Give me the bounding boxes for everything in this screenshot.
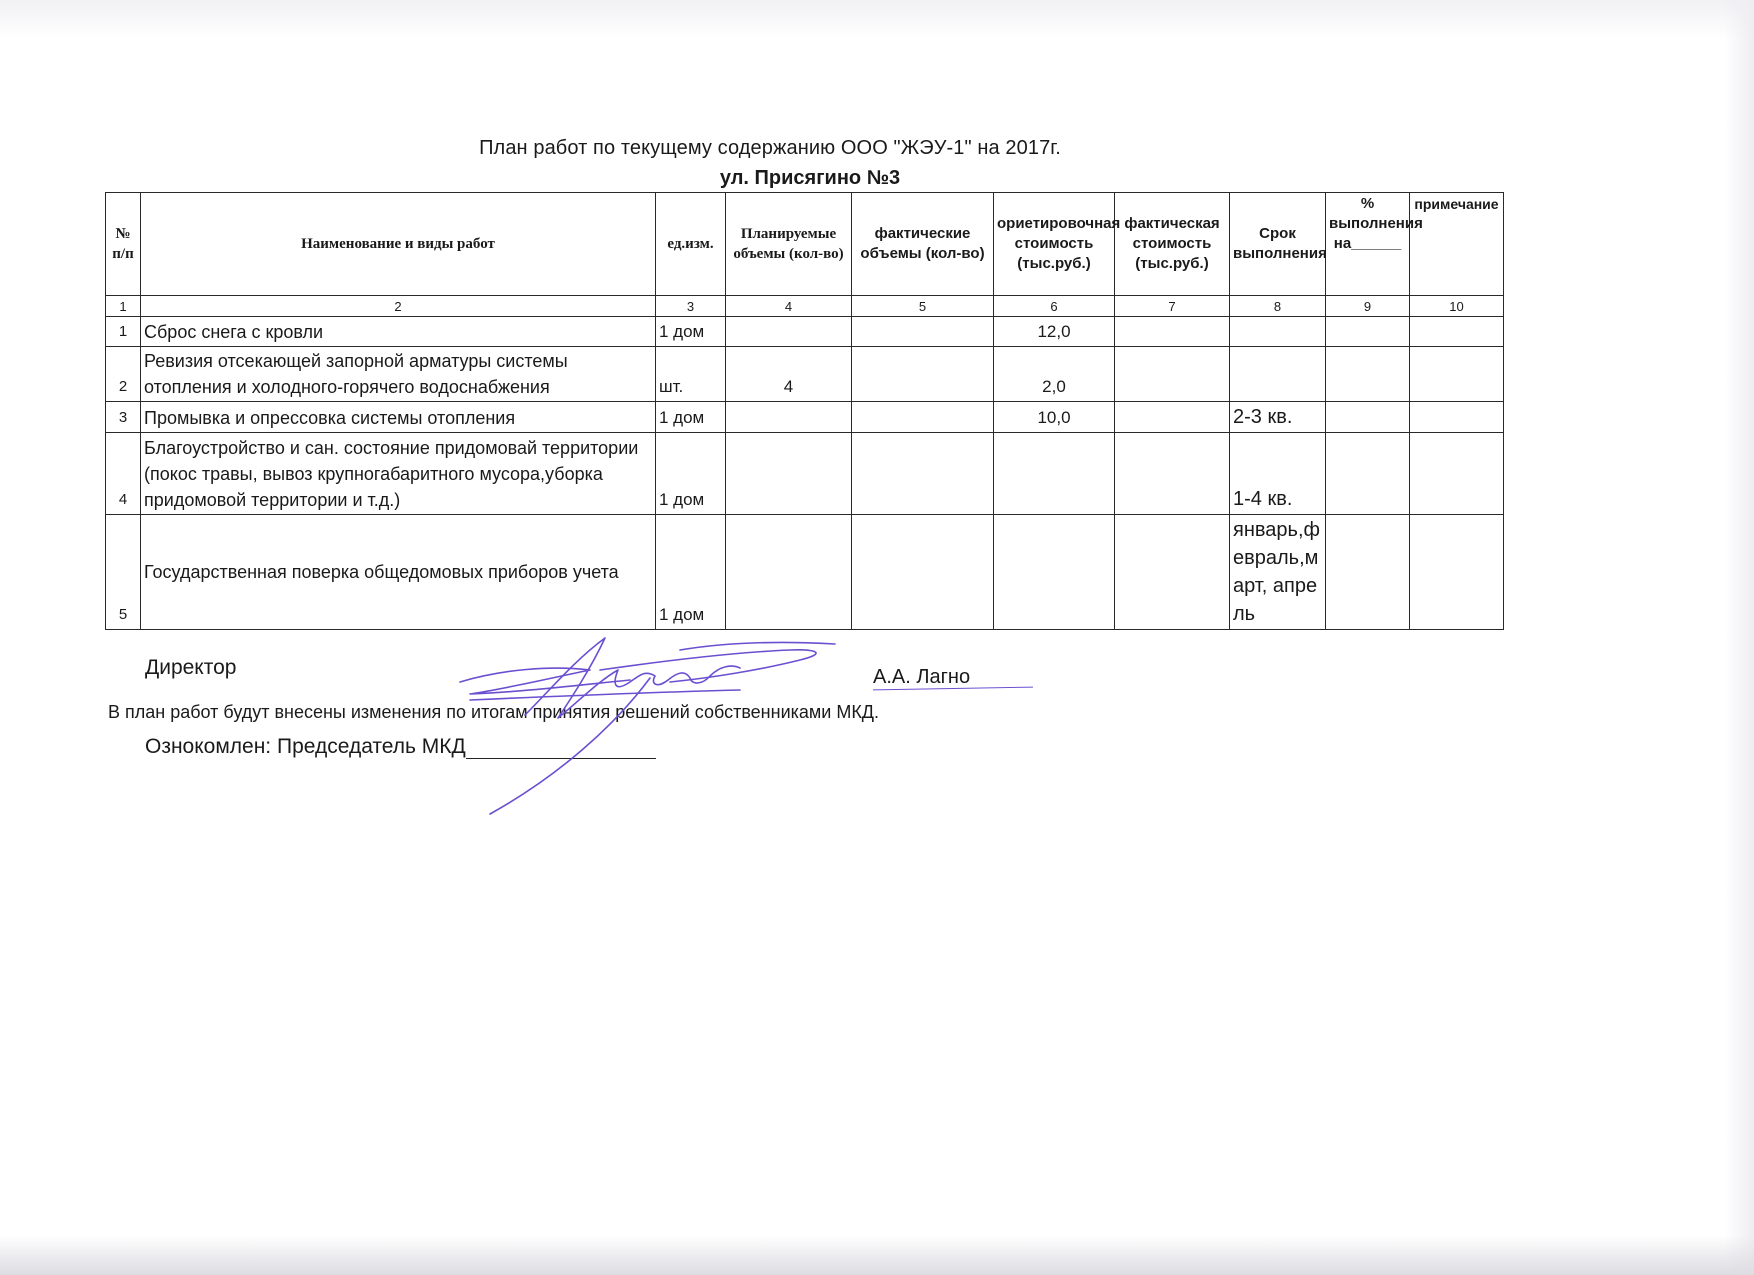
table-row: [106, 515, 1504, 630]
work-name: Государственная поверка общедомовых приборов учета: [141, 515, 656, 630]
actual-cost: [1115, 433, 1230, 515]
table-row: [106, 317, 1504, 347]
column-number: 8: [1230, 296, 1326, 317]
estimated-cost: 12,0: [994, 317, 1115, 347]
actual-cost: [1115, 317, 1230, 347]
table-row: [106, 347, 1504, 402]
actual-volume: [852, 515, 994, 630]
column-number: 2: [141, 296, 656, 317]
unit: 1 дом: [656, 317, 726, 347]
planned-volume: 4: [726, 347, 852, 402]
unit: 1 дом: [656, 515, 726, 630]
column-number: 4: [726, 296, 852, 317]
unit: шт.: [656, 347, 726, 402]
changes-note: В план работ будут внесены изменения по итогам принятия решений собственниками МКД.: [108, 702, 880, 722]
work-name: Промывка и опрессовка системы отопления: [141, 402, 656, 433]
header-unit: ед.изм.: [656, 193, 726, 296]
row-number: 1: [106, 317, 141, 347]
header-planned-volume: Планируемые объемы (кол-во): [726, 193, 852, 296]
column-number: 9: [1326, 296, 1410, 317]
completion-percent: [1326, 433, 1410, 515]
row-number: 4: [106, 433, 141, 515]
scan-shadow-top: [0, 0, 1754, 40]
actual-volume: [852, 347, 994, 402]
estimated-cost: 2,0: [994, 347, 1115, 402]
actual-volume: [852, 433, 994, 515]
unit: 1 дом: [656, 433, 726, 515]
note: [1410, 433, 1504, 515]
planned-volume: [726, 515, 852, 630]
work-name: Сброс снега с кровли: [141, 317, 656, 347]
actual-cost: [1115, 347, 1230, 402]
row-number: 2: [106, 347, 141, 402]
scan-shadow-right: [1724, 0, 1754, 1275]
header-estimated-cost: ориетировочная стоимость (тыс.руб.): [994, 193, 1115, 296]
estimated-cost: 10,0: [994, 402, 1115, 433]
header-work-name: Наименование и виды работ: [141, 193, 656, 296]
estimated-cost: [994, 433, 1115, 515]
table-row: [106, 402, 1504, 433]
director-label: Директор: [145, 656, 237, 679]
header-number: № п/п: [106, 193, 141, 296]
director-signature: [440, 630, 1040, 820]
note: [1410, 515, 1504, 630]
unit: 1 дом: [656, 402, 726, 433]
header-note: примечание: [1410, 193, 1504, 296]
work-name: Ревизия отсекающей запорной арматуры системы отопления и холодного-горячего водоснабжения: [141, 347, 656, 402]
completion-percent: [1326, 402, 1410, 433]
column-number: 10: [1410, 296, 1504, 317]
column-number: 3: [656, 296, 726, 317]
work-name: Благоустройство и сан. состояние придомовай территории (покос травы, вывоз крупногабаритного мусора,уборка придомовой территории и т.д.): [141, 433, 656, 515]
note: [1410, 317, 1504, 347]
actual-cost: [1115, 402, 1230, 433]
estimated-cost: [994, 515, 1115, 630]
column-number: 7: [1115, 296, 1230, 317]
deadline: 2-3 кв.: [1230, 402, 1326, 433]
planned-volume: [726, 433, 852, 515]
header-deadline: Срок выполнения: [1230, 193, 1326, 296]
column-number: 5: [852, 296, 994, 317]
header-completion-percent: % выполнения на______: [1326, 193, 1410, 296]
completion-percent: [1326, 515, 1410, 630]
note: [1410, 347, 1504, 402]
note: [1410, 402, 1504, 433]
completion-percent: [1326, 317, 1410, 347]
column-number: 6: [994, 296, 1115, 317]
planned-volume: [726, 317, 852, 347]
column-number: 1: [106, 296, 141, 317]
work-plan-table: [105, 192, 1504, 630]
acknowledgement-label: Ознокомлен: Председатель МКД: [145, 735, 466, 758]
actual-volume: [852, 402, 994, 433]
completion-percent: [1326, 347, 1410, 402]
column-number-row: [106, 296, 1504, 317]
row-number: 5: [106, 515, 141, 630]
document-subtitle: ул. Присягино №3: [719, 167, 901, 189]
actual-cost: [1115, 515, 1230, 630]
deadline: [1230, 317, 1326, 347]
deadline: [1230, 347, 1326, 402]
deadline: 1-4 кв.: [1230, 433, 1326, 515]
table-row: [106, 433, 1504, 515]
document-title: План работ по текущему содержанию ООО "ЖЭУ-1" на 2017г.: [479, 137, 1061, 159]
row-number: 3: [106, 402, 141, 433]
scan-shadow-bottom: [0, 1235, 1754, 1275]
table-header-row: [106, 193, 1504, 296]
header-actual-volume: фактические объемы (кол-во): [852, 193, 994, 296]
planned-volume: [726, 402, 852, 433]
actual-volume: [852, 317, 994, 347]
header-actual-cost: фактическая стоимость (тыс.руб.): [1115, 193, 1230, 296]
deadline: январь,февраль,март, апрель: [1230, 515, 1326, 630]
director-name: А.А. Лагно: [873, 666, 971, 688]
